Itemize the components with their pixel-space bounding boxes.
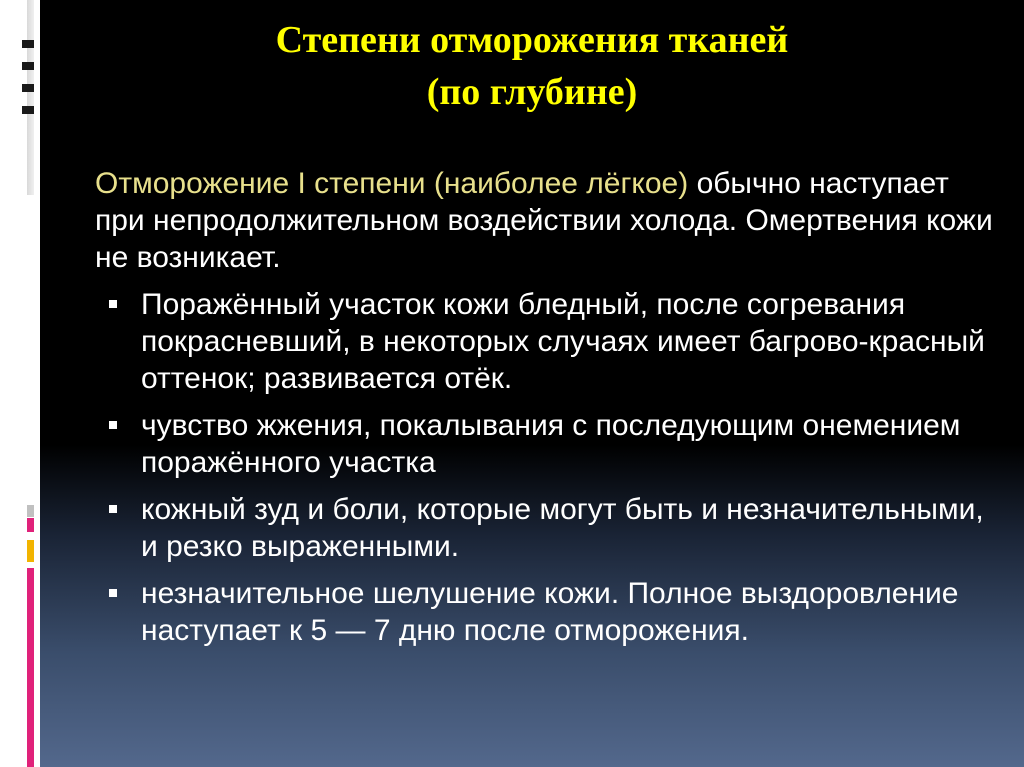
square-bullet-icon [109,505,117,513]
square-bullet-icon [109,300,117,308]
decorative-side-stripe [27,0,34,195]
decorative-notch [22,106,34,114]
title-line-2: (по глубине) [426,71,638,113]
square-bullet-icon [109,421,117,429]
decorative-notch [22,62,34,70]
left-margin [0,0,40,767]
bullet-item [95,575,995,649]
decorative-notch [22,40,34,48]
intro-highlight: Отморожение I степени (наиболее лёгкое) [95,167,689,200]
bullet-item [95,491,995,565]
decorative-notch [22,84,34,92]
bullet-text: незначительное шелушение кожи. Полное выздоровление наступает к 5 — 7 дню после отморожения. [141,577,959,647]
bullet-text: Поражённый участок кожи бледный, после согревания покрасневший, в некоторых случаях имеет багрово-красный оттенок; развивается отёк. [141,288,985,395]
slide-title [40,14,1024,118]
bullet-text: кожный зуд и боли, которые могут быть и незначительными, и резко выраженными. [141,493,984,563]
bullet-text: чувство жжения, покалывания с последующим онемением поражённого участка [141,409,961,479]
intro-text: обычно наступает при непродолжительном воздействии холода. Омертвения кожи не возникает. [95,167,993,274]
slide [40,0,1024,767]
title-line-1: Степени отморожения тканей [275,19,789,61]
bullet-item [95,286,995,397]
slide-body [95,165,995,659]
decorative-accent-gold [27,540,34,562]
decorative-accent-pink [27,518,34,532]
decorative-accent-pink [27,568,34,767]
bullet-list [95,286,995,649]
decorative-accent [27,505,34,517]
bullet-item [95,407,995,481]
square-bullet-icon [109,589,117,597]
intro-paragraph [95,165,995,276]
